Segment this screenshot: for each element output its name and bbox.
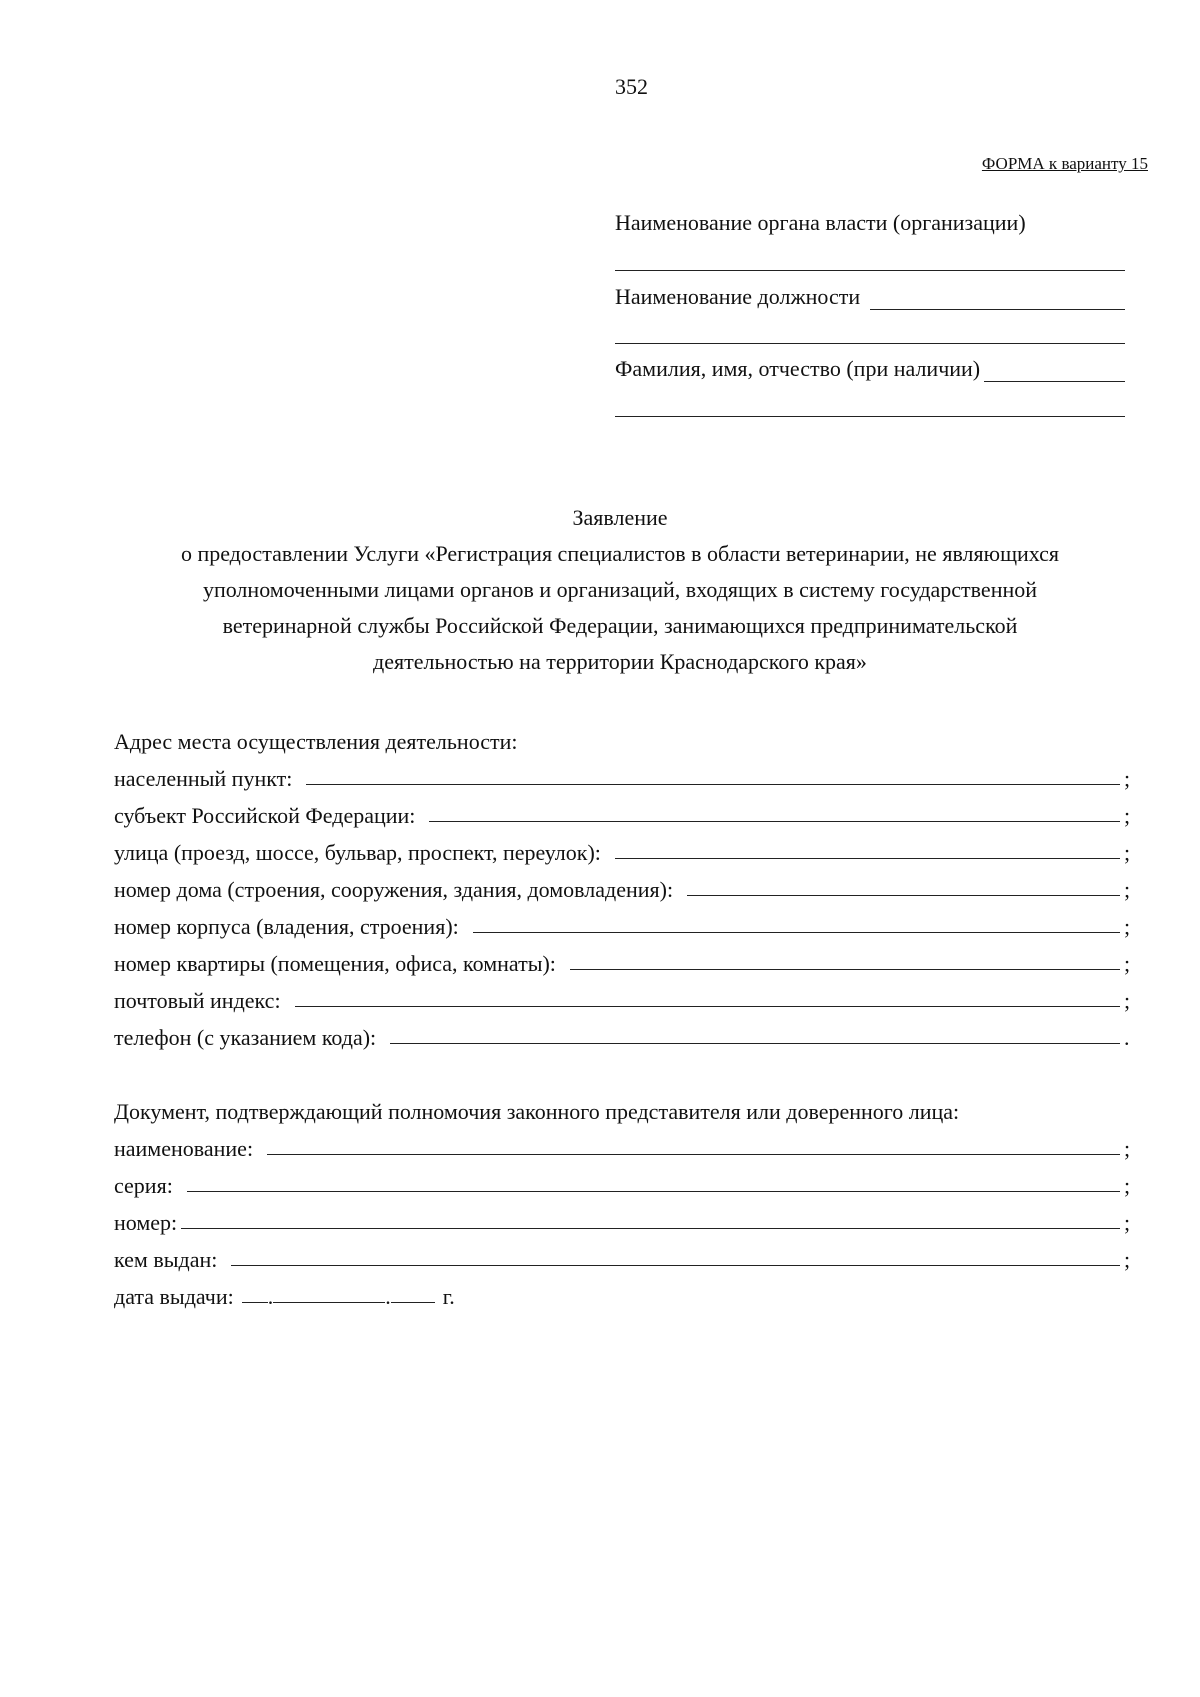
- issue-date-day-field[interactable]: [242, 1301, 268, 1303]
- address-field-input[interactable]: [687, 894, 1120, 896]
- document-field-end: ;: [1124, 1210, 1131, 1235]
- address-field-end: ;: [1124, 803, 1131, 828]
- document-field-label: наименование:: [114, 1136, 254, 1161]
- issue-date-suffix: г.: [442, 1284, 455, 1309]
- document-field-input[interactable]: [267, 1153, 1120, 1155]
- address-field-end: ;: [1124, 988, 1131, 1013]
- address-field-locality: [114, 755, 1134, 792]
- addressee-org-label: Наименование органа власти (организации): [615, 210, 1026, 235]
- document-field-input[interactable]: [181, 1227, 1120, 1229]
- document-section-heading: Документ, подтверждающий полномочия законного представителя или доверенного лица:: [114, 1099, 960, 1124]
- title-line-3: ветеринарной службы Российской Федерации, занимающихся предпринимательской: [222, 613, 1018, 638]
- address-field-end: ;: [1124, 840, 1131, 865]
- address-field-label: улица (проезд, шоссе, бульвар, проспект, переулок):: [114, 840, 601, 865]
- address-field-input[interactable]: [570, 968, 1120, 970]
- address-field-label: номер дома (строения, сооружения, здания, домовладения):: [114, 877, 674, 902]
- document-field-input[interactable]: [187, 1190, 1120, 1192]
- title-line-2: уполномоченными лицами органов и организаций, входящих в систему государственной: [202, 577, 1038, 602]
- document-field-label: кем выдан:: [114, 1247, 218, 1272]
- document-issue-date-row: [114, 1273, 1134, 1310]
- address-field-input[interactable]: [473, 931, 1120, 933]
- document-field-series: [114, 1162, 1134, 1199]
- application-title: [120, 500, 1120, 680]
- issue-date-separator: .: [385, 1284, 391, 1309]
- issue-date-label: дата выдачи:: [114, 1284, 234, 1309]
- address-section-heading: Адрес места осуществления деятельности:: [114, 729, 518, 754]
- address-section: [114, 718, 1134, 1051]
- address-field-end: ;: [1124, 914, 1131, 939]
- address-field-building: [114, 903, 1134, 940]
- document-field-input[interactable]: [231, 1264, 1120, 1266]
- address-field-input[interactable]: [615, 857, 1120, 859]
- addressee-position-field[interactable]: [870, 287, 1125, 310]
- address-field-end: ;: [1124, 766, 1131, 791]
- address-field-label: почтовый индекс:: [114, 988, 281, 1013]
- address-field-end: ;: [1124, 877, 1131, 902]
- document-field-label: номер:: [114, 1210, 178, 1235]
- address-field-input[interactable]: [429, 820, 1120, 822]
- title-heading: Заявление: [572, 505, 668, 530]
- form-variant-label: ФОРМА к варианту 15: [981, 154, 1148, 173]
- address-field-input[interactable]: [390, 1042, 1120, 1044]
- address-field-input[interactable]: [295, 1005, 1120, 1007]
- document-field-end: ;: [1124, 1136, 1131, 1161]
- addressee-fio-label: Фамилия, имя, отчество (при наличии): [615, 356, 981, 381]
- title-line-1: о предоставлении Услуги «Регистрация специалистов в области ветеринарии, не являющихся: [180, 541, 1060, 566]
- address-field-label: населенный пункт:: [114, 766, 293, 791]
- address-field-region: [114, 792, 1134, 829]
- addressee-position-row: [615, 284, 1125, 310]
- address-field-input[interactable]: [306, 783, 1120, 785]
- title-line-4: деятельностью на территории Краснодарского края»: [373, 649, 867, 674]
- addressee-fio-row: [615, 356, 1125, 382]
- issue-date-separator: .: [267, 1284, 274, 1309]
- addressee-position-line[interactable]: [615, 343, 1125, 344]
- issue-date-month-field[interactable]: [273, 1301, 385, 1303]
- document-field-end: ;: [1124, 1173, 1131, 1198]
- address-field-end: .: [1124, 1025, 1130, 1050]
- address-field-street: [114, 829, 1134, 866]
- address-field-apartment: [114, 940, 1134, 977]
- document-field-issuer: [114, 1236, 1134, 1273]
- address-field-postcode: [114, 977, 1134, 1014]
- document-field-label: серия:: [114, 1173, 173, 1198]
- issue-date-year-field[interactable]: [391, 1301, 435, 1303]
- address-field-house: [114, 866, 1134, 903]
- addressee-fio-line[interactable]: [615, 416, 1125, 417]
- address-field-label: номер корпуса (владения, строения):: [114, 914, 459, 939]
- address-field-phone: [114, 1014, 1134, 1051]
- page-number: 352: [615, 74, 648, 99]
- document-field-number: [114, 1199, 1134, 1236]
- document-field-name: [114, 1125, 1134, 1162]
- address-field-label: телефон (с указанием кода):: [114, 1025, 377, 1050]
- document-section: [114, 1088, 1134, 1310]
- addressee-org-line[interactable]: [615, 270, 1125, 271]
- addressee-fio-field[interactable]: [984, 359, 1125, 382]
- document-field-end: ;: [1124, 1247, 1131, 1272]
- address-field-label: номер квартиры (помещения, офиса, комнаты):: [114, 951, 556, 976]
- address-field-end: ;: [1124, 951, 1131, 976]
- addressee-position-label: Наименование должности: [615, 284, 861, 309]
- address-field-label: субъект Российской Федерации:: [114, 803, 416, 828]
